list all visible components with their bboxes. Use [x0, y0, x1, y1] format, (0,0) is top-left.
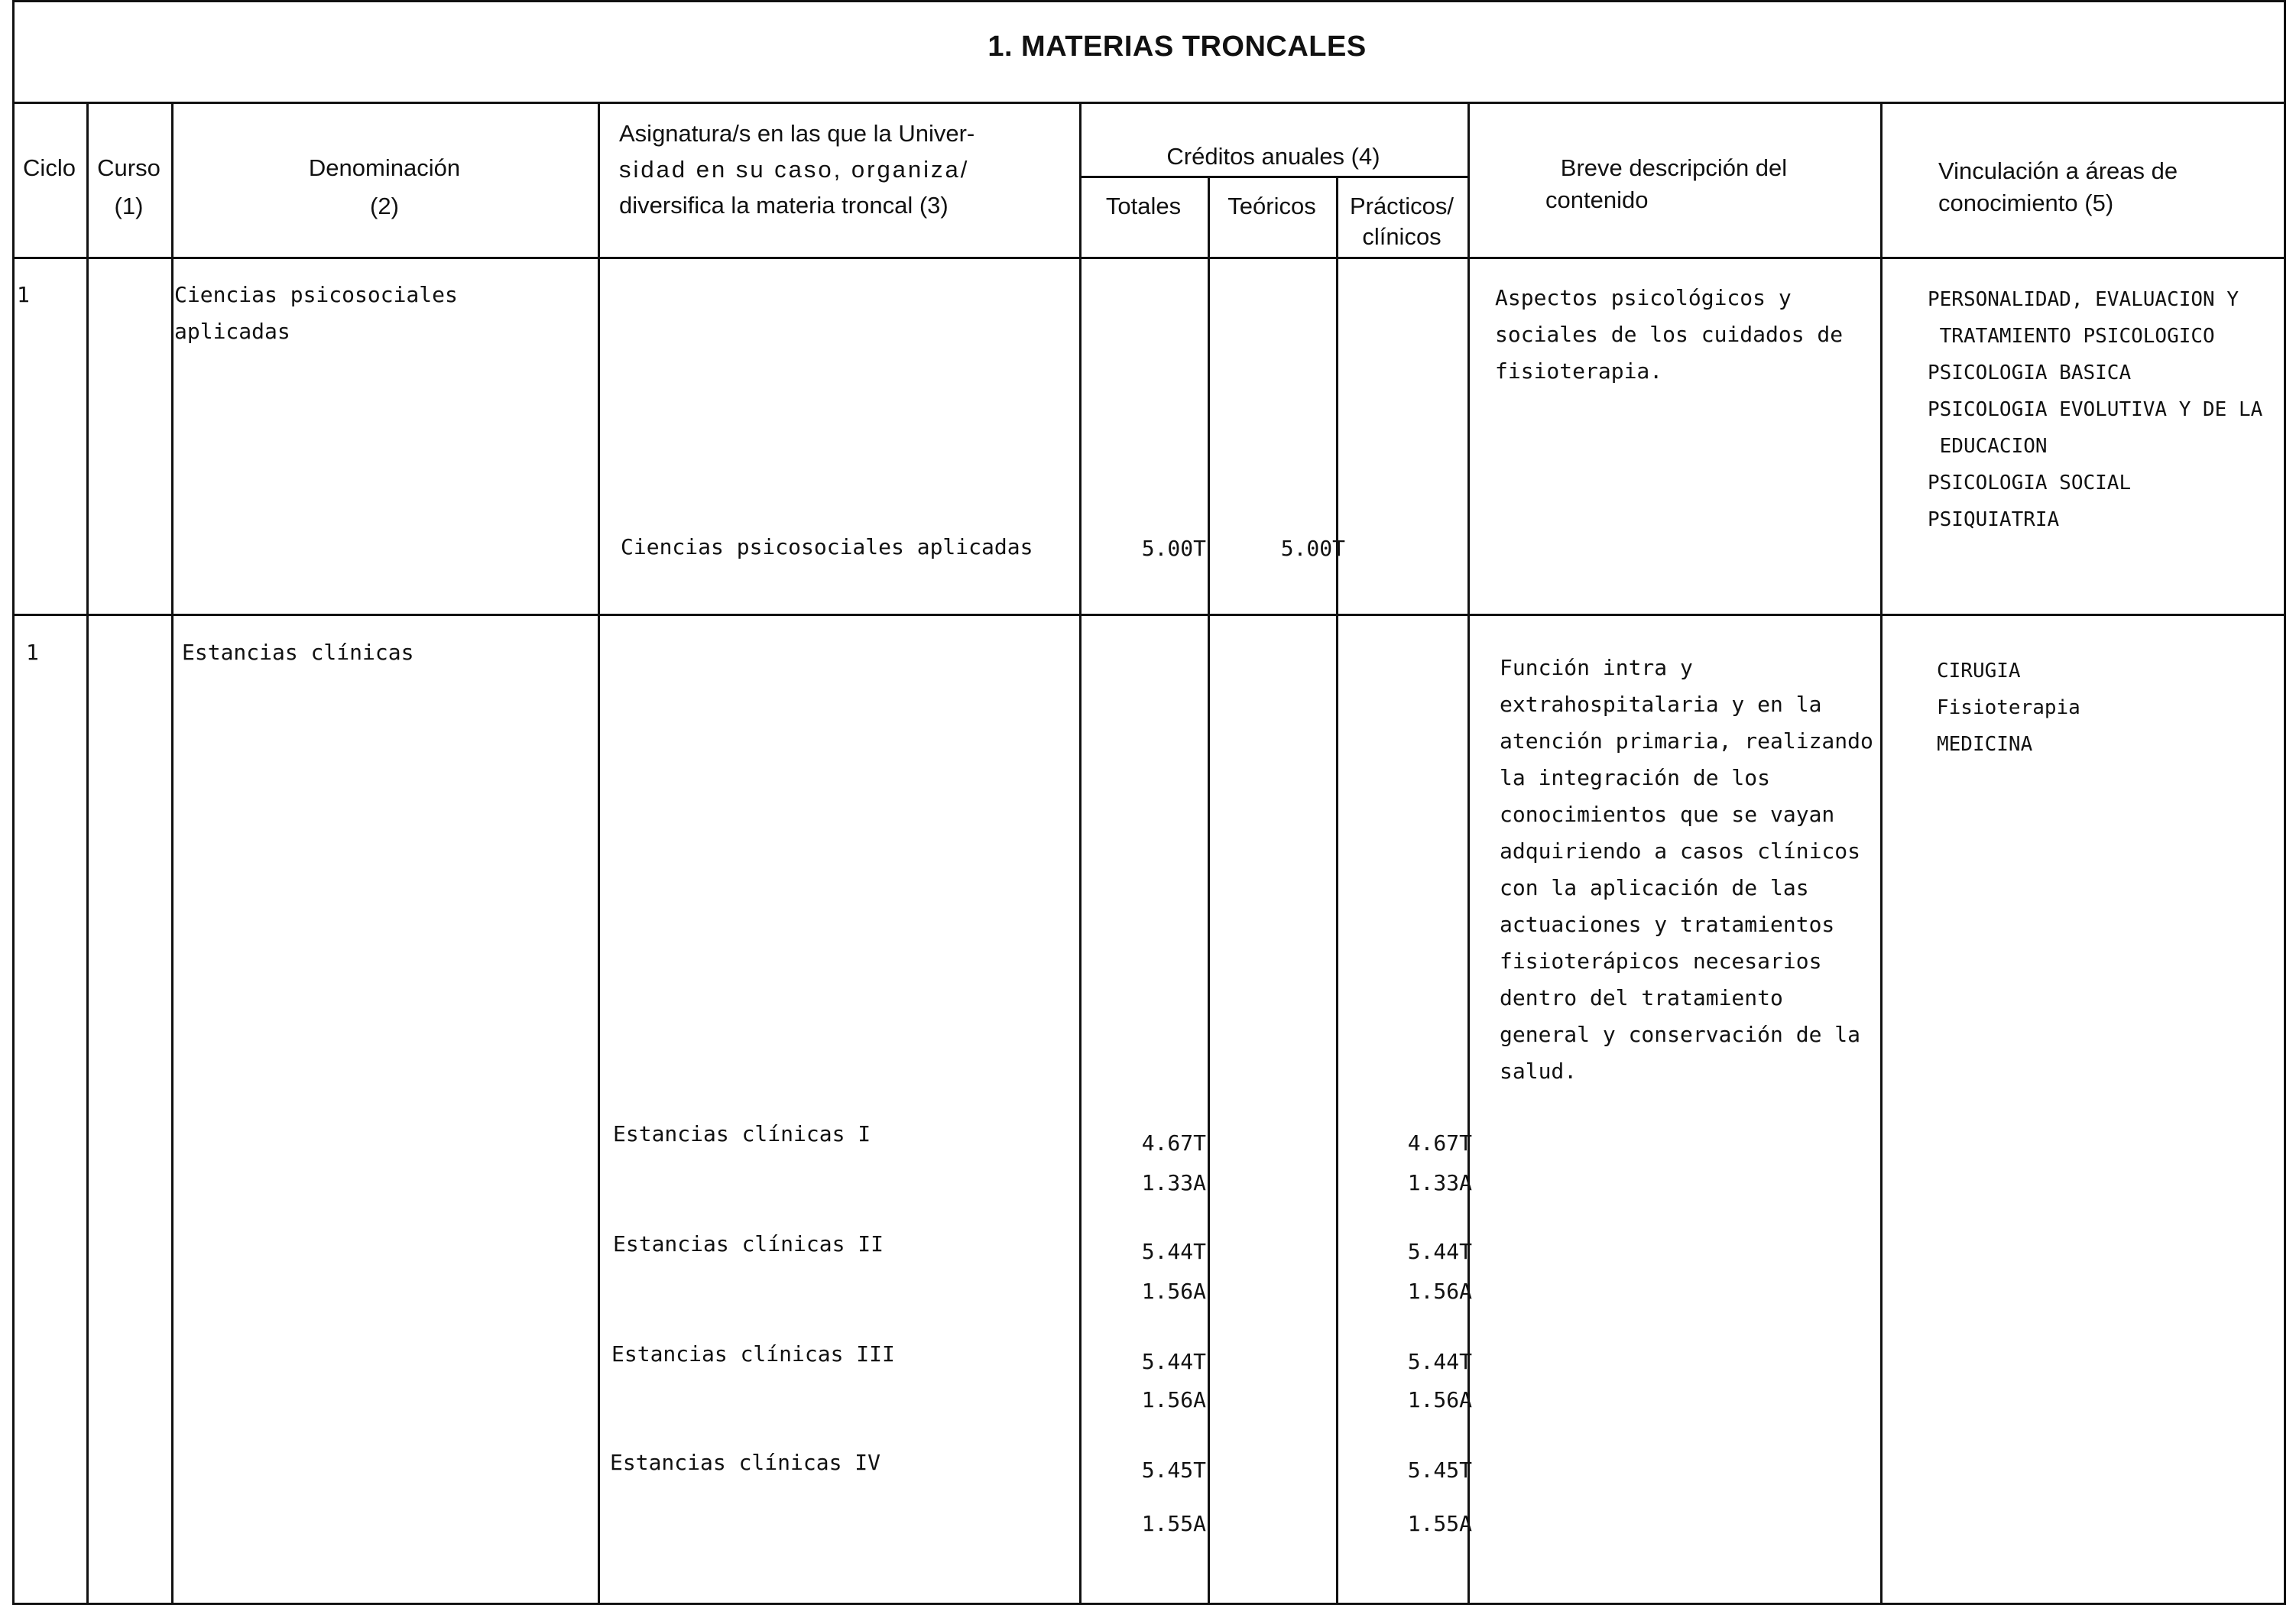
row1-area-7: PSIQUIATRIA: [1928, 508, 2060, 531]
header-vinculacion-line1: Vinculación a áreas de: [1938, 157, 2178, 184]
row2-asignatura-3-practicos-t: 5.44T: [1407, 1349, 1472, 1374]
row2-descripcion-line7: con la aplicación de las: [1500, 875, 1809, 900]
row1-teoricos-value: 5.00T: [1280, 536, 1345, 561]
header-curso-note: (1): [114, 193, 144, 219]
row1-area-4: PSICOLOGIA EVOLUTIVA Y DE LA: [1928, 398, 2263, 421]
row2-asignatura-1-totales-t: 4.67T: [1141, 1130, 1206, 1156]
col-line-vinculacion: [1880, 102, 1883, 1605]
row2-descripcion-line10: dentro del tratamiento: [1500, 985, 1783, 1010]
row2-asignatura-2-totales-t: 5.44T: [1141, 1239, 1206, 1264]
row2-asignatura-2-practicos-t: 5.44T: [1407, 1239, 1472, 1264]
header-descripcion-line2: contenido: [1545, 186, 1649, 213]
row1-area-2: TRATAMIENTO PSICOLOGICO: [1928, 325, 2215, 348]
row2-descripcion-line11: general y conservación de la: [1500, 1022, 1861, 1047]
col-line-teoricos: [1208, 176, 1210, 1605]
row2-asignatura-4-totales-a: 1.55A: [1141, 1511, 1206, 1536]
row2-asignatura-4-name: Estancias clínicas IV: [610, 1450, 881, 1475]
row2-descripcion-line9: fisioterápicos necesarios: [1500, 948, 1822, 974]
row2-descripcion-line12: salud.: [1500, 1059, 1578, 1084]
row1-asignatura-name: Ciencias psicosociales aplicadas: [621, 534, 1033, 559]
header-creditos: Créditos anuales (4): [1166, 143, 1380, 170]
row2-ciclo: 1: [26, 640, 39, 665]
header-asignaturas-line1: Asignatura/s en las que la Univer-: [619, 120, 975, 147]
row1-area-6: PSICOLOGIA SOCIAL: [1928, 472, 2132, 494]
row1-denominacion-line2: aplicadas: [174, 319, 290, 344]
header-curso: Curso: [97, 154, 161, 181]
row2-descripcion-line1: Función intra y: [1500, 655, 1693, 680]
row2-descripcion-line8: actuaciones y tratamientos: [1500, 912, 1835, 937]
header-practicos-line2: clínicos: [1362, 223, 1441, 250]
row2-asignatura-4-practicos-a: 1.55A: [1407, 1511, 1472, 1536]
header-bottom-line: [12, 257, 2286, 259]
header-teoricos: Teóricos: [1227, 193, 1316, 219]
row2-denominacion: Estancias clínicas: [182, 640, 414, 665]
row1-descripcion-line1: Aspectos psicológicos y: [1495, 285, 1792, 310]
row2-asignatura-2-totales-a: 1.56A: [1141, 1279, 1206, 1304]
header-asignaturas-line3: diversifica la materia troncal (3): [619, 192, 949, 219]
row2-asignatura-4-totales-t: 5.45T: [1141, 1457, 1206, 1483]
row2-asignatura-3-name: Estancias clínicas III: [611, 1341, 895, 1367]
row1-totales-value: 5.00T: [1141, 536, 1206, 561]
col-line-denominacion: [171, 102, 173, 1605]
header-denominacion: Denominación: [308, 154, 461, 181]
row2-area-3: MEDICINA: [1937, 733, 2033, 756]
col-line-asignaturas: [598, 102, 600, 1605]
row2-asignatura-3-totales-t: 5.44T: [1141, 1349, 1206, 1374]
title-separator: [12, 102, 2286, 104]
creditos-subheader-line: [1079, 176, 1467, 178]
row2-asignatura-1-name: Estancias clínicas I: [613, 1121, 871, 1146]
header-descripcion-line1: Breve descripción del: [1560, 154, 1788, 181]
row2-asignatura-1-totales-a: 1.33A: [1141, 1170, 1206, 1195]
row1-area-5: EDUCACION: [1928, 435, 2048, 458]
row1-area-3: PSICOLOGIA BASICA: [1928, 362, 2132, 384]
col-line-curso: [86, 102, 89, 1605]
row2-asignatura-1-practicos-t: 4.67T: [1407, 1130, 1472, 1156]
row-separator: [12, 614, 2286, 616]
row1-descripcion-line2: sociales de los cuidados de: [1495, 322, 1844, 347]
row1-descripcion-line3: fisioterapia.: [1495, 358, 1663, 384]
row2-asignatura-2-practicos-a: 1.56A: [1407, 1279, 1472, 1304]
header-vinculacion-line2: conocimiento (5): [1938, 190, 2114, 216]
header-ciclo: Ciclo: [23, 154, 76, 181]
row2-asignatura-1-practicos-a: 1.33A: [1407, 1170, 1472, 1195]
header-practicos-line1: Prácticos/: [1349, 193, 1454, 219]
row2-area-2: Fisioterapia: [1937, 696, 2080, 719]
row1-ciclo: 1: [17, 282, 30, 307]
row2-descripcion-line4: la integración de los: [1500, 765, 1771, 790]
row2-descripcion-line5: conocimientos que se vayan: [1500, 802, 1835, 827]
header-totales: Totales: [1105, 193, 1182, 219]
row2-descripcion-line2: extrahospitalaria y en la: [1500, 692, 1822, 717]
row2-descripcion-line6: adquiriendo a casos clínicos: [1500, 838, 1861, 864]
row1-denominacion-line1: Ciencias psicosociales: [174, 282, 458, 307]
row1-area-1: PERSONALIDAD, EVALUACION Y: [1928, 288, 2239, 311]
row2-asignatura-4-practicos-t: 5.45T: [1407, 1457, 1472, 1483]
header-denominacion-note: (2): [370, 193, 399, 219]
section-title: 1. MATERIAS TRONCALES: [987, 31, 1367, 63]
row2-descripcion-line3: atención primaria, realizando: [1500, 728, 1873, 754]
row2-asignatura-2-name: Estancias clínicas II: [613, 1231, 884, 1256]
row2-area-1: CIRUGIA: [1937, 660, 2021, 683]
header-asignaturas-line2: sidad en su caso, organiza/: [619, 156, 970, 183]
row2-asignatura-3-totales-a: 1.56A: [1141, 1387, 1206, 1412]
row2-asignatura-3-practicos-a: 1.56A: [1407, 1387, 1472, 1412]
